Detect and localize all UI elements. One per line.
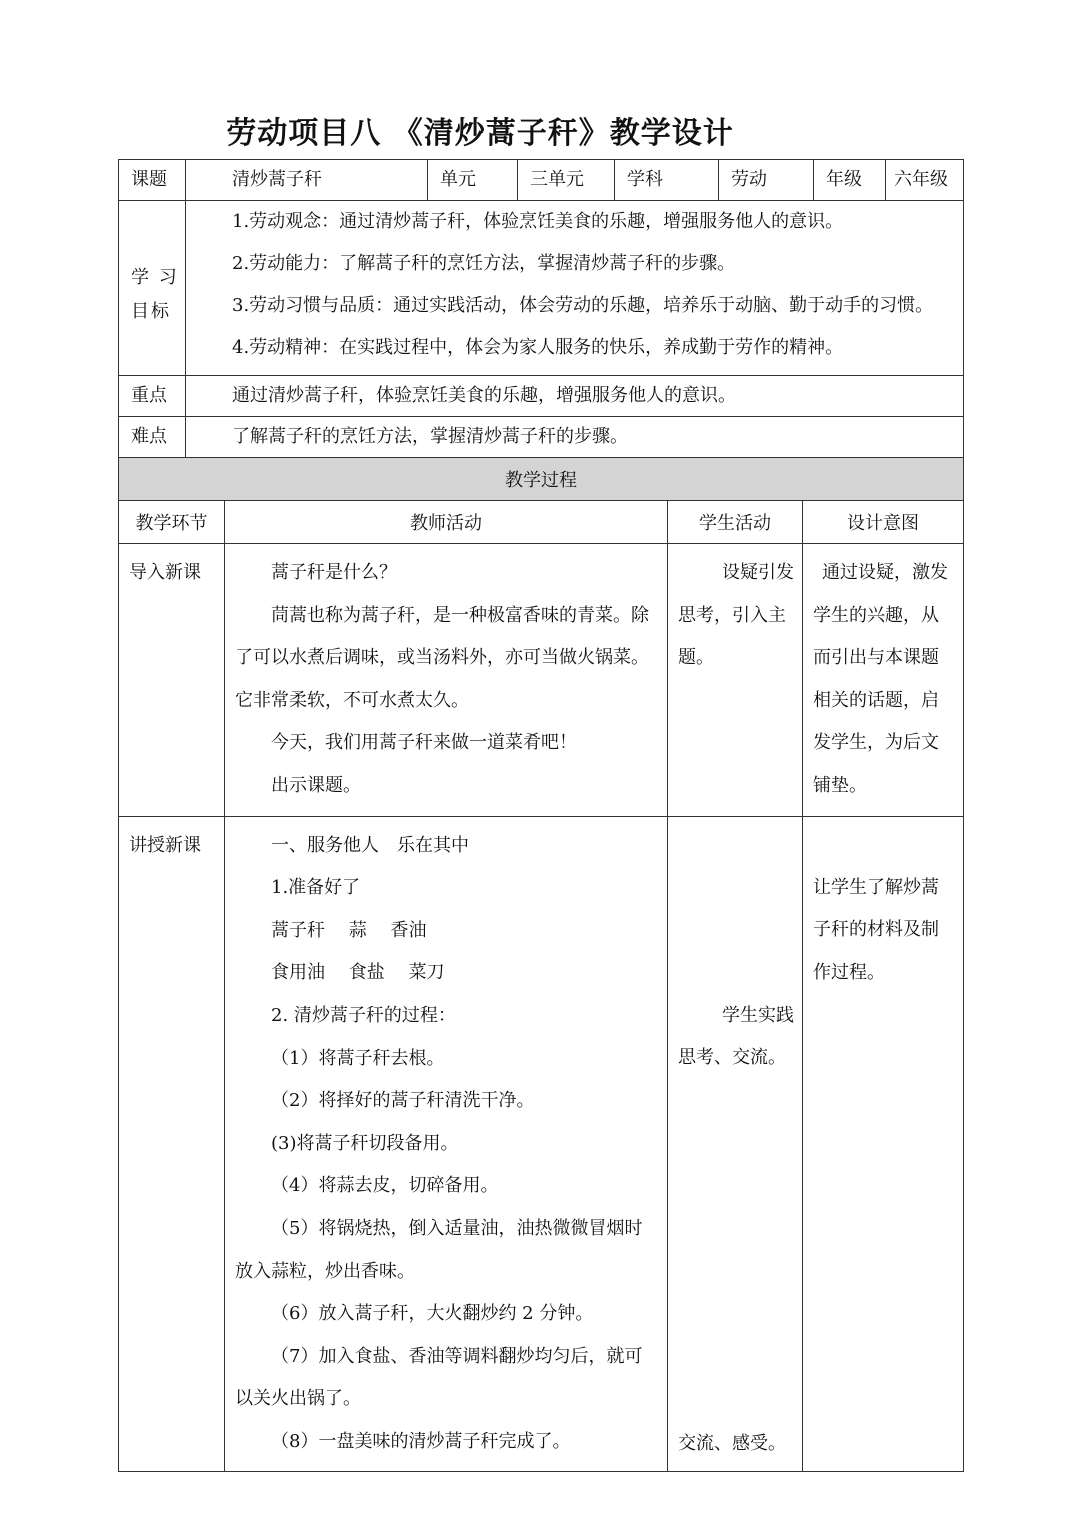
header-student: 学生活动 bbox=[668, 501, 803, 544]
grade-value: 六年级 bbox=[886, 160, 964, 201]
process-header-row bbox=[119, 501, 964, 544]
teach-step: （8）一盘美味的清炒蒿子秆完成了。 bbox=[271, 1430, 571, 1452]
subject-value: 劳动 bbox=[719, 160, 814, 201]
grade-label: 年级 bbox=[814, 160, 886, 201]
process-section-title: 教学过程 bbox=[119, 458, 964, 501]
intro-student-line: 思考，引入主题。 bbox=[678, 604, 786, 669]
teach-step: （1）将蒿子秆去根。 bbox=[271, 1047, 445, 1069]
teach-step: （6）放入蒿子秆，大火翻炒约 2 分钟。 bbox=[271, 1303, 594, 1325]
goal-item: 4.劳动精神：在实践过程中，体会为家人服务的快乐，养成勤于劳作的精神。 bbox=[232, 337, 844, 358]
goal-item: 1.劳动观念：通过清炒蒿子秆，体验烹饪美食的乐趣，增强服务他人的意识。 bbox=[232, 211, 844, 232]
intro-student-line: 设疑引发 bbox=[722, 562, 794, 583]
intro-student bbox=[668, 544, 803, 817]
goals-row bbox=[119, 201, 964, 376]
subject-label: 学科 bbox=[615, 160, 719, 201]
teach-step: （5）将锅烧热，倒入适量油，油热微微冒烟时放入蒜粒，炒出香味。 bbox=[235, 1217, 643, 1282]
intro-intent: 通过设疑，激发学生的兴趣，从而引出与本课题相关的话题，启发学生，为后文铺垫。 bbox=[803, 544, 964, 817]
teach-step: （2）将择好的蒿子秆清洗干净。 bbox=[271, 1090, 535, 1112]
teach-stage: 讲授新课 bbox=[119, 816, 225, 1472]
goals-label bbox=[119, 201, 186, 376]
intro-teacher-line: 茼蒿也称为蒿子秆，是一种极富香味的青菜。除了可以水煮后调味，或当汤料外，亦可当做火锅菜。它非常柔软，不可水煮太久。 bbox=[235, 604, 649, 711]
info-row bbox=[119, 160, 964, 201]
goals-list bbox=[186, 201, 964, 376]
intro-row bbox=[119, 544, 964, 817]
teach-prep-title: 1.准备好了 bbox=[271, 877, 361, 899]
teach-row bbox=[119, 816, 964, 1472]
intro-teacher-line: 蒿子秆是什么？ bbox=[271, 562, 397, 583]
teach-step: (3)将蒿子秆切段备用。 bbox=[271, 1132, 459, 1154]
teach-step: （7）加入食盐、香油等调料翻炒均匀后，就可以关火出锅了。 bbox=[235, 1345, 643, 1410]
intro-teacher bbox=[225, 544, 668, 817]
teach-heading: 一、服务他人 乐在其中 bbox=[271, 834, 469, 856]
header-intent: 设计意图 bbox=[803, 501, 964, 544]
info-table bbox=[118, 159, 964, 458]
key-point-label: 重点 bbox=[119, 376, 186, 417]
goal-item: 2.劳动能力：了解蒿子秆的烹饪方法，掌握清炒蒿子秆的步骤。 bbox=[232, 253, 736, 274]
header-stage: 教学环节 bbox=[119, 501, 225, 544]
course-label: 课题 bbox=[119, 160, 186, 201]
header-teacher: 教师活动 bbox=[225, 501, 668, 544]
teach-prep-line: 食用油 食盐 菜刀 bbox=[271, 962, 445, 984]
goals-label-line2: 目标 bbox=[131, 301, 171, 322]
intro-stage: 导入新课 bbox=[119, 544, 225, 817]
teach-student bbox=[668, 816, 803, 1472]
unit-label: 单元 bbox=[428, 160, 518, 201]
key-point-row bbox=[119, 376, 964, 417]
process-table bbox=[118, 457, 964, 1472]
difficulty-row bbox=[119, 417, 964, 458]
intro-teacher-line: 今天，我们用蒿子秆来做一道菜肴吧！ bbox=[271, 732, 577, 754]
teach-prep-line: 蒿子秆 蒜 香油 bbox=[271, 919, 427, 941]
teach-student-line: 交流、感受。 bbox=[678, 1432, 786, 1454]
difficulty-text: 了解蒿子秆的烹饪方法，掌握清炒蒿子秆的步骤。 bbox=[186, 417, 964, 458]
teach-intent-text: 让学生了解炒蒿子秆的材料及制作过程。 bbox=[813, 876, 939, 983]
intro-teacher-line: 出示课题。 bbox=[271, 774, 361, 796]
teach-student-line: 思考、交流。 bbox=[678, 1047, 786, 1069]
page-title: 劳动项目八 《清炒蒿子秆》教学设计 bbox=[226, 116, 734, 151]
teach-process-title: 2. 清炒蒿子秆的过程： bbox=[271, 1004, 456, 1026]
teach-intent bbox=[803, 816, 964, 1472]
teach-teacher bbox=[225, 816, 668, 1472]
goals-label-line1: 学 习 bbox=[131, 267, 179, 288]
teach-step: （4）将蒜去皮，切碎备用。 bbox=[271, 1175, 499, 1197]
teach-student-line: 学生实践 bbox=[722, 1004, 794, 1026]
goal-item: 3.劳动习惯与品质：通过实践活动，体会劳动的乐趣，培养乐于动脑、勤于动手的习惯。 bbox=[232, 295, 934, 316]
difficulty-label: 难点 bbox=[119, 417, 186, 458]
key-point-text: 通过清炒蒿子秆，体验烹饪美食的乐趣，增强服务他人的意识。 bbox=[186, 376, 964, 417]
course-value: 清炒蒿子秆 bbox=[186, 160, 428, 201]
unit-value: 三单元 bbox=[518, 160, 615, 201]
